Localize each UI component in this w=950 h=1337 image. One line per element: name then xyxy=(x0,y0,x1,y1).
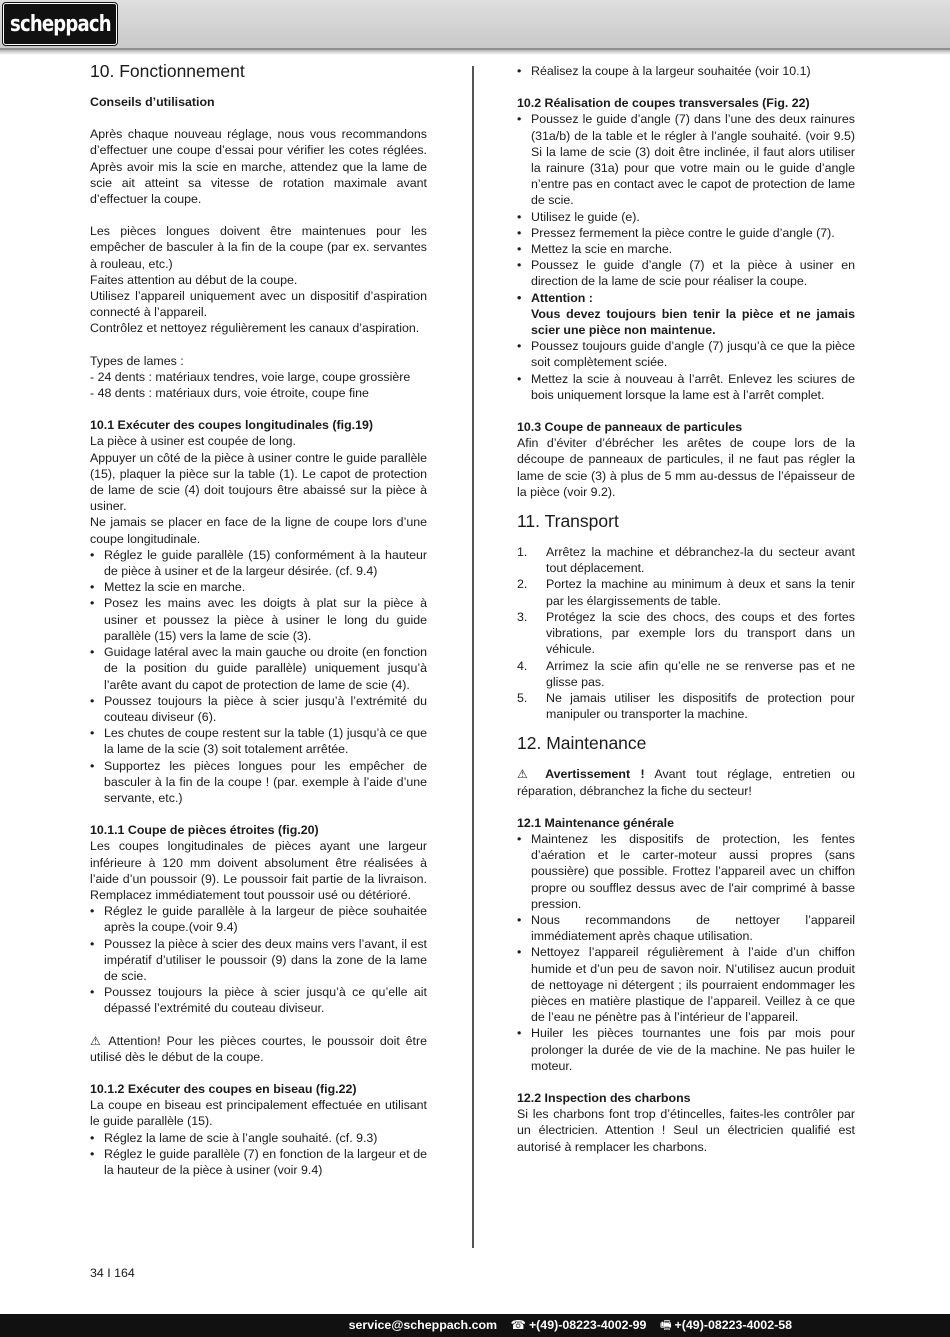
list-item: • Poussez le guide d’angle (7) et la pièce à usiner en direction de la lame de scie pour réaliser la coupe. xyxy=(517,257,855,289)
list-item: • Mettez la scie en marche. xyxy=(90,579,427,595)
item-number: 3. xyxy=(517,609,528,624)
item-text: Ne jamais utiliser les dispositifs de protection pour manipuler ou transporter la machine. xyxy=(546,690,855,722)
list-item: • Maintenez les dispositifs de protection, les fentes d’aération et le carter-moteur aussi propres (sans poussière) que possible. Frottez l’appareil avec un chiffon propre ou soufflez dessus avec de l'air comprimé à basse pression. xyxy=(517,831,855,912)
page-number: 34 I 164 xyxy=(90,1266,135,1280)
section-10-1-paragraph-2: Appuyer un côté de la pièce à usiner contre le guide parallèle (15), plaquer la pièce sur la table (1). Le capot de protection de lame de scie (4) doit toujours être abaissé sur la pièce à usiner. xyxy=(90,450,427,514)
section-10-1-1-title: 10.1.1 Coupe de pièces étroites (fig.20) xyxy=(90,823,319,838)
section-12-2-paragraph: Si les charbons font trop d’étincelles, faites-les contrôler par un électricien. Attention ! Seul un électricien qualifié est autorisé à remplacer les charbons. xyxy=(517,1107,855,1154)
item-number: 2. xyxy=(517,577,528,592)
list-item: • Réglez la lame de scie à l’angle souhaité. (cf. 9.3) xyxy=(90,1130,427,1146)
right-column xyxy=(517,63,855,1155)
fax-icon: 🖷 xyxy=(659,1318,672,1332)
list-item xyxy=(517,658,855,690)
item-text: Protégez la scie des chocs, des coups et des fortes vibrations, par exemple lors du transport dans un véhicule. xyxy=(546,609,855,657)
section-12-2-title: 12.2 Inspection des charbons xyxy=(517,1090,691,1105)
list-item: • Poussez toujours la pièce à scier jusqu’à ce qu’elle ait dépassé l’extrémité du couteau diviseur. xyxy=(90,984,427,1016)
section-10-3-paragraph: Afin d’éviter d’ébrécher les arêtes de coupe lors de la découpe de panneaux de particules, il ne faut pas régler la lame de scie (3) à plus de 5 mm au-dessus de l’épaisseur de la pièce (voir 9.2). xyxy=(517,436,855,499)
blade-type-48: - 48 dents : matériaux durs, voie étroite, coupe fine xyxy=(90,386,369,401)
list-item: • Poussez toujours la pièce à scier jusqu’à l’extrémité du couteau diviseur (6). xyxy=(90,693,427,725)
list-item: • Huiler les pièces tournantes une fois par mois pour prolonger la durée de vie de la machine. Ne pas huiler le moteur. xyxy=(517,1025,855,1074)
warning-icon: ⚠ xyxy=(90,1033,104,1048)
warning-text: Attention! Pour les pièces courtes, le poussoir doit être utilisé dès le début de la coupe. xyxy=(90,1033,428,1064)
list-item xyxy=(517,690,855,722)
service-email[interactable]: service@scheppach.com xyxy=(348,1318,498,1332)
column-divider xyxy=(472,66,474,1248)
conseils-paragraph-4: Utilisez l’appareil uniquement avec un dispositif d’aspiration connecté à l’appareil. xyxy=(90,289,427,320)
attention-text: Vous devez toujours bien tenir la pièce et ne jamais scier une pièce non maintenue. xyxy=(531,306,855,338)
phone-number: +(49)-08223-4002-99 xyxy=(528,1318,647,1332)
conseils-paragraph-2: Les pièces longues doivent être maintenues pour les empêcher de basculer à la fin de la coupe (par ex. servantes à rouleau, etc.) xyxy=(90,224,427,271)
section-12-1-title: 12.1 Maintenance générale xyxy=(517,815,675,830)
maintenance-warning xyxy=(517,766,855,798)
section-10-2-list xyxy=(517,111,855,403)
attention-label: Attention : xyxy=(531,290,593,305)
conseils-title: Conseils d’utilisation xyxy=(90,95,215,109)
list-item: • Supportez les pièces longues pour les empêcher de basculer à la fin de la coupe ! (par. exemple à l’aide d’une servante, etc.) xyxy=(90,758,427,807)
footer-contact xyxy=(349,1314,792,1337)
list-item: • Posez les mains avec les doigts à plat sur la pièce à usiner et poussez la pièce à usiner le long du guide parallèle (15) vers la lame de scie (3). xyxy=(90,595,427,644)
section-10-1-1-paragraph: Les coupes longitudinales de pièces ayant une largeur inférieure à 120 mm doivent absolument être réalisées à l’aide d’un poussoir (9). Le poussoir fait partie de la livraison. Remplacez immédiatement tout poussoir usé ou détérioré. xyxy=(90,839,427,902)
section-10-1-paragraph-1: La pièce à usiner est coupée de long. xyxy=(90,434,296,449)
section-10-1-paragraph-3: Ne jamais se placer en face de la ligne de coupe lors d’une coupe longitudinale. xyxy=(90,515,427,546)
section-10-1-1-list xyxy=(90,903,427,1016)
list-item: • Guidage latéral avec la main gauche ou droite (en fonction de la position du guide parallèle) uniquement jusqu’à l’arête avant du capot de protection de lame de scie (4). xyxy=(90,644,427,693)
list-item: • Nous recommandons de nettoyer l’appareil immédiatement après chaque utilisation. xyxy=(517,912,855,944)
left-column xyxy=(90,60,427,1178)
phone-icon: ☎ xyxy=(510,1318,526,1332)
list-item: • Utilisez le guide (e). xyxy=(517,209,855,225)
warning-label: Avertissement ! xyxy=(545,767,645,782)
blade-types-title: Types de lames : xyxy=(90,353,184,368)
section-10-1-2-list xyxy=(90,1130,427,1179)
list-item: • Mettez la scie à nouveau à l’arrêt. Enlevez les sciures de bois uniquement lorsque la lame est à l’arrêt complet. xyxy=(517,371,855,403)
header-bar xyxy=(0,0,950,50)
warning-text: Avant tout réglage, entretien ou réparation, débranchez la fiche du secteur! xyxy=(517,767,855,798)
continued-list xyxy=(517,63,855,79)
list-item: • Réglez le guide parallèle (15) conformément à la hauteur de pièce à usiner et de la largeur désirée. (cf. 9.4) xyxy=(90,547,427,579)
list-item: • Les chutes de coupe restent sur la table (1) jusqu’à ce que la lame de la scie (3) soit totalement arrêtée. xyxy=(90,725,427,757)
scheppach-logo xyxy=(3,3,117,45)
section-10-title: 10. Fonctionnement xyxy=(90,61,245,81)
header-shadow xyxy=(0,50,950,55)
section-10-1-2-paragraph: La coupe en biseau est principalement effectuée en utilisant le guide parallèle (15). xyxy=(90,1098,427,1129)
list-item: • Réglez le guide parallèle à la largeur de pièce souhaitée après la coupe.(voir 9.4) xyxy=(90,903,427,935)
conseils-paragraph-3: Faites attention au début de la coupe. xyxy=(90,272,298,287)
transport-list xyxy=(517,544,855,722)
list-item: • Poussez toujours guide d’angle (7) jusqu’à ce que la pièce soit complètement sciée. xyxy=(517,338,855,370)
item-text: Portez la machine au minimum à deux et sans la tenir par les élargissements de table. xyxy=(546,577,855,608)
item-number: 5. xyxy=(517,690,528,705)
section-10-2-title: 10.2 Réalisation de coupes transversales (Fig. 22) xyxy=(517,96,810,111)
item-text: Arrêtez la machine et débranchez-la du secteur avant tout déplacement. xyxy=(546,545,855,576)
list-item xyxy=(517,609,855,658)
item-number: 1. xyxy=(517,545,528,560)
list-item: • Mettez la scie en marche. xyxy=(517,241,855,257)
logo-text: scheppach xyxy=(9,11,111,37)
section-11-title: 11. Transport xyxy=(517,511,619,532)
section-10-1-list xyxy=(90,547,427,806)
list-item: • Réglez le guide parallèle (7) en fonction de la largeur et de la hauteur de la pièce à usiner (voir 9.4) xyxy=(90,1146,427,1178)
list-item xyxy=(517,544,855,576)
footer-bar xyxy=(0,1314,950,1337)
list-item: • Poussez le guide d’angle (7) dans l’une des deux rainures (31a/b) de la table et le régler à l’angle souhaité. (voir 9.5) Si la lame de scie (3) doit être inclinée, il faut alors utiliser la rainure (31a) pour que votre main ou le guide d’angle n’entre pas en contact avec le capot de protection de lame de scie. xyxy=(517,111,855,208)
section-10-1-2-title: 10.1.2 Exécuter des coupes en biseau (fig.22) xyxy=(90,1081,357,1096)
conseils-paragraph-1: Après chaque nouveau réglage, nous vous recommandons d’effectuer une coupe d’essai pour vérifier les cotes réglées. Après avoir mis la scie en marche, attendez que la lame de scie ait atteint sa vitesse de rotation maximale avant d’effectuer la coupe. xyxy=(90,127,427,207)
warning-icon: ⚠ xyxy=(517,767,535,782)
section-10-1-1-warning xyxy=(90,1033,427,1065)
list-item: • Nettoyez l’appareil régulièrement à l’aide d’un chiffon humide et d’un peu de savon noir. N’utilisez aucun produit de nettoyage ni détergent ; ils pourraient endommager les pièces en matière plastique de l’appareil. Veillez à ce que de l’eau ne pénètre pas à l’intérieur de l’appareil. xyxy=(517,944,855,1025)
blade-type-24: - 24 dents : matériaux tendres, voie large, coupe grossière xyxy=(90,369,411,384)
fax-number: +(49)-08223-4002-58 xyxy=(674,1318,792,1332)
section-10-3-title: 10.3 Coupe de panneaux de particules xyxy=(517,420,743,435)
conseils-paragraph-5: Contrôlez et nettoyez régulièrement les canaux d’aspiration. xyxy=(90,321,420,336)
section-12-1-list xyxy=(517,831,855,1074)
section-12-title: 12. Maintenance xyxy=(517,733,647,754)
list-item: • Pressez fermement la pièce contre le guide d’angle (7). xyxy=(517,225,855,241)
item-text: Arrimez la scie afin qu’elle ne se renverse pas et ne glisse pas. xyxy=(546,658,855,689)
list-item xyxy=(517,576,855,608)
attention-item xyxy=(517,290,855,339)
section-10-1-title: 10.1 Exécuter des coupes longitudinales (fig.19) xyxy=(90,418,374,433)
item-number: 4. xyxy=(517,658,528,673)
list-item: • Réalisez la coupe à la largeur souhaitée (voir 10.1) xyxy=(517,63,855,79)
list-item: • Poussez la pièce à scier des deux mains vers l’avant, il est impératif d’utiliser le poussoir (9) dans la zone de la lame de scie. xyxy=(90,936,427,985)
